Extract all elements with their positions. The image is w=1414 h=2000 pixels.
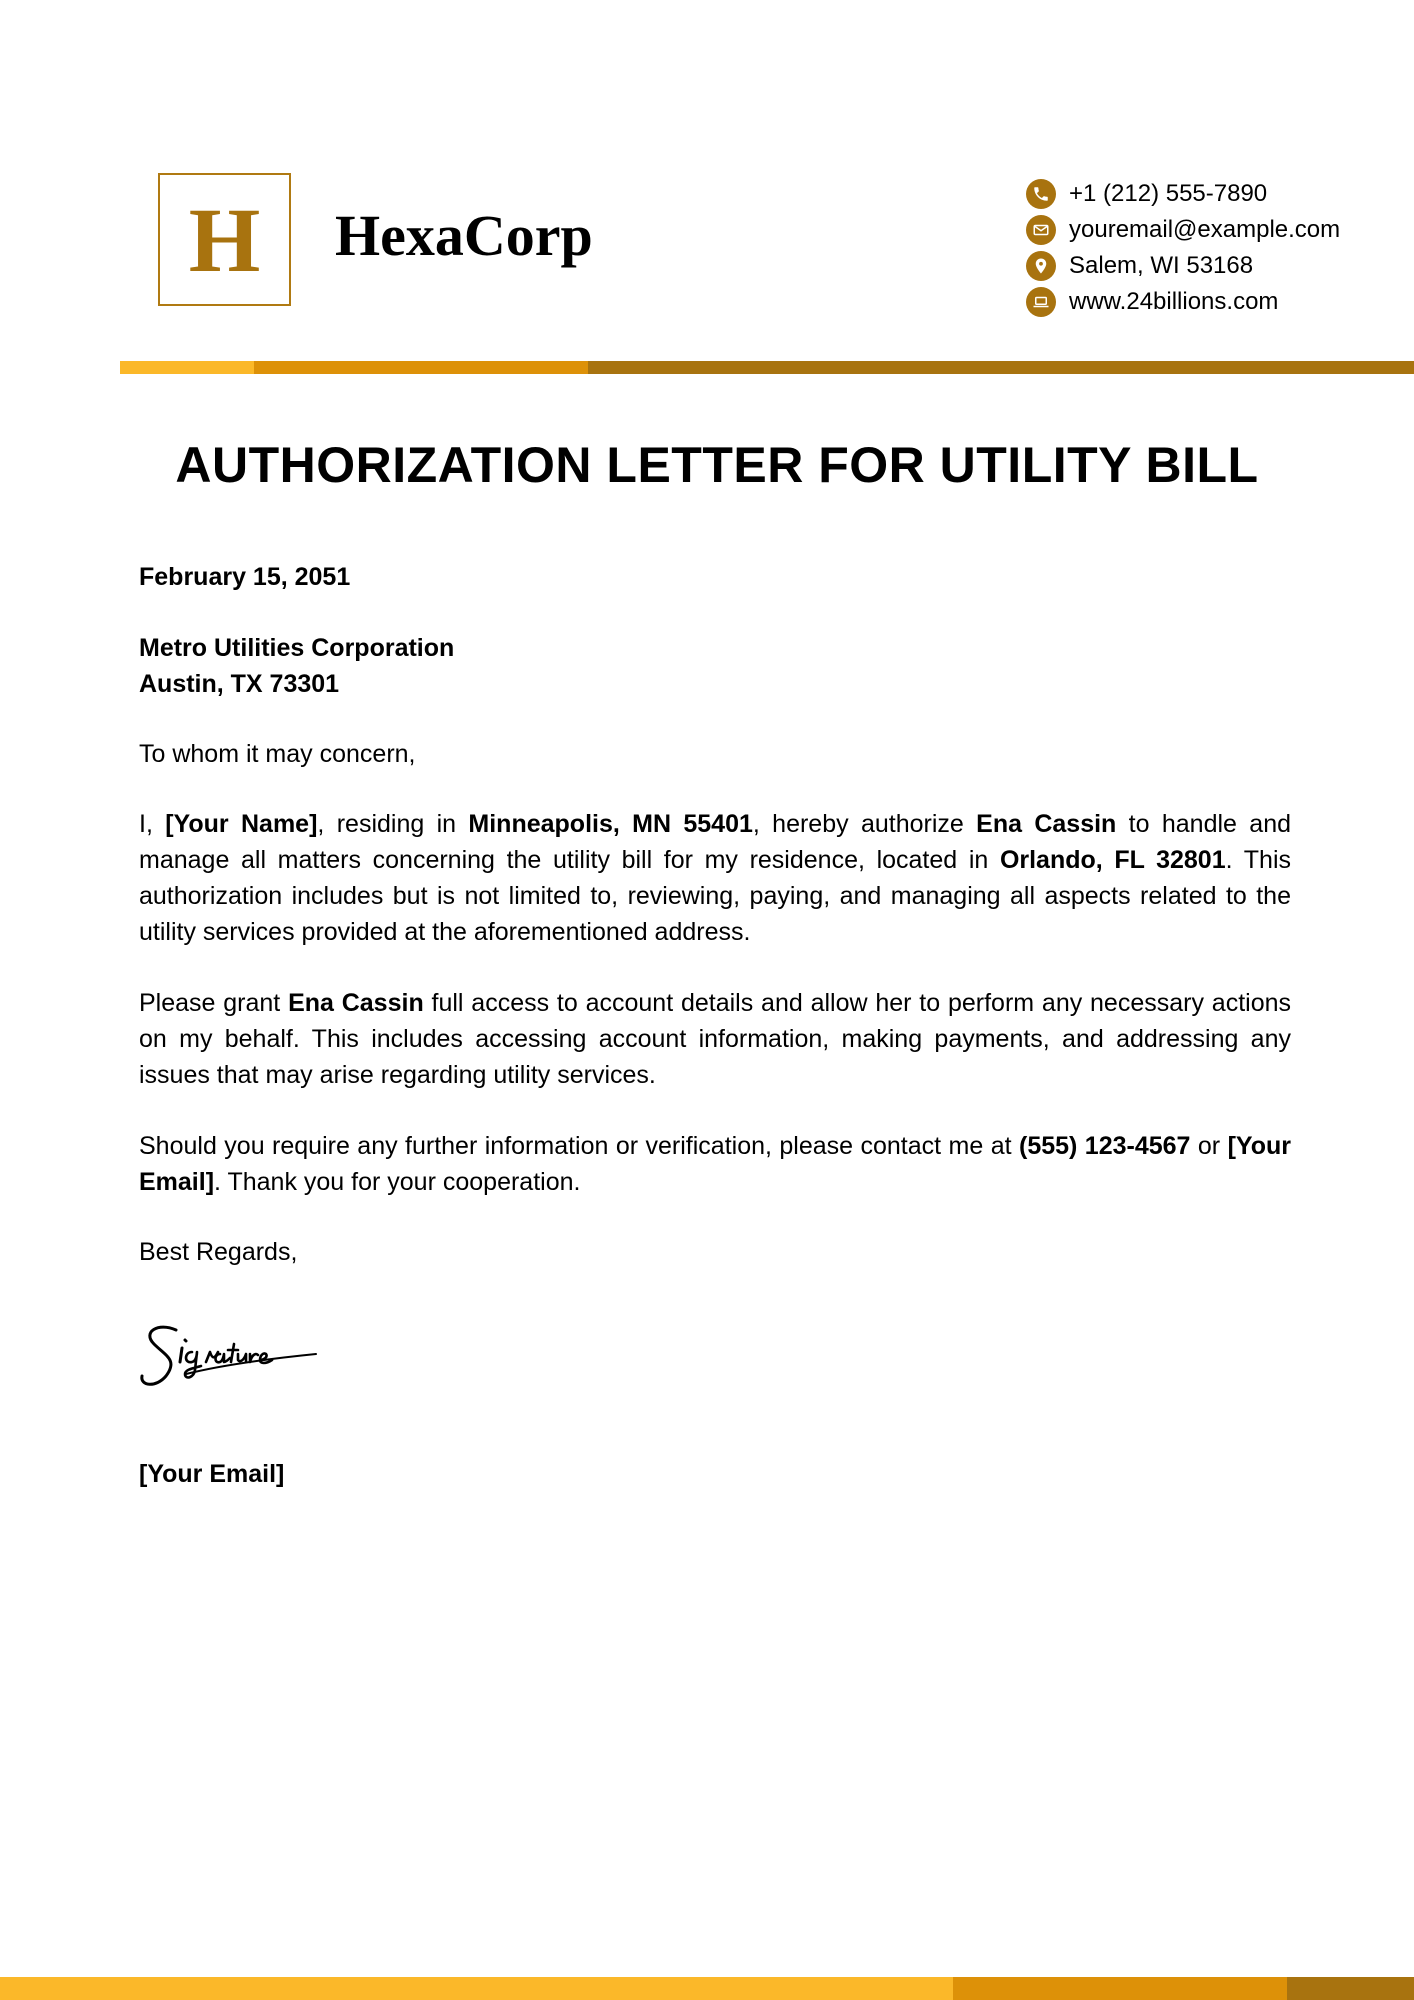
footer-segment-dark — [1287, 1977, 1414, 2000]
residence-location: Orlando, FL 32801 — [999, 846, 1226, 874]
recipient-block — [139, 630, 1291, 702]
laptop-icon — [1026, 287, 1056, 317]
header-divider — [120, 361, 1414, 374]
signature — [136, 1318, 336, 1403]
document-title: AUTHORIZATION LETTER FOR UTILITY BILL — [175, 437, 1259, 493]
contact-location — [1026, 248, 1340, 284]
contact-website — [1026, 284, 1340, 320]
recipient-name: Metro Utilities Corporation — [139, 634, 455, 662]
footer-bar — [0, 1977, 1414, 2000]
logo-letter: H — [188, 188, 261, 291]
signature-graphic — [136, 1318, 336, 1398]
recipient-address: Austin, TX 73301 — [139, 670, 340, 698]
text-run: I, — [139, 810, 166, 838]
footer-segment-mid — [953, 1977, 1287, 2000]
divider-segment-mid — [254, 361, 588, 374]
placeholder-your-email: [Your Email] — [139, 1132, 1291, 1196]
text-run: to handle and manage all matters concerning the utility bill for my residence, located in — [139, 810, 1292, 874]
closing: Best Regards, — [139, 1238, 298, 1266]
location-pin-icon — [1026, 251, 1056, 281]
text-run: , residing in — [317, 810, 469, 838]
text-run: Please grant — [139, 989, 289, 1017]
placeholder-your-name: [Your Name] — [165, 810, 318, 838]
authorized-person: Ena Cassin — [976, 810, 1117, 838]
logo — [158, 173, 291, 306]
email-text: youremail@example.com — [1069, 216, 1341, 243]
contact-email — [1026, 212, 1340, 248]
text-run: Should you require any further information or verification, please contact me at — [139, 1132, 1019, 1160]
phone-icon — [1026, 179, 1056, 209]
contact-block — [1026, 176, 1340, 320]
salutation: To whom it may concern, — [139, 740, 416, 768]
phone-text: +1 (212) 555-7890 — [1069, 180, 1268, 207]
text-run: . Thank you for your cooperation. — [214, 1168, 581, 1196]
footer-segment-light — [0, 1977, 953, 2000]
text-run: or — [1190, 1132, 1228, 1160]
contact-phone — [1026, 176, 1340, 212]
residence-city: Minneapolis, MN 55401 — [468, 810, 753, 838]
contact-phone-number: (555) 123-4567 — [1019, 1132, 1191, 1160]
company-name: HexaCorp — [335, 203, 593, 268]
text-run: , hereby authorize — [752, 810, 977, 838]
signer-name: [Your Email] — [139, 1460, 285, 1488]
paragraph-authorization — [139, 806, 1291, 950]
website-text: www.24billions.com — [1069, 288, 1279, 315]
text-run: . This authorization includes but is not limited to, reviewing, paying, and managing all aspects related to the utility services provided at the aforementioned address. — [139, 846, 1291, 946]
divider-segment-light — [120, 361, 254, 374]
email-icon — [1026, 215, 1056, 245]
paragraph-access — [139, 985, 1291, 1093]
divider-segment-dark — [588, 361, 1414, 374]
text-run: full access to account details and allow her to perform any necessary actions on my behalf. This includes accessing account information, making payments, and addressing any issues that may arise regarding utility services. — [139, 989, 1291, 1089]
authorized-person: Ena Cassin — [288, 989, 424, 1017]
letter-date: February 15, 2051 — [139, 563, 351, 591]
paragraph-contact — [139, 1128, 1291, 1200]
location-text: Salem, WI 53168 — [1069, 252, 1254, 279]
